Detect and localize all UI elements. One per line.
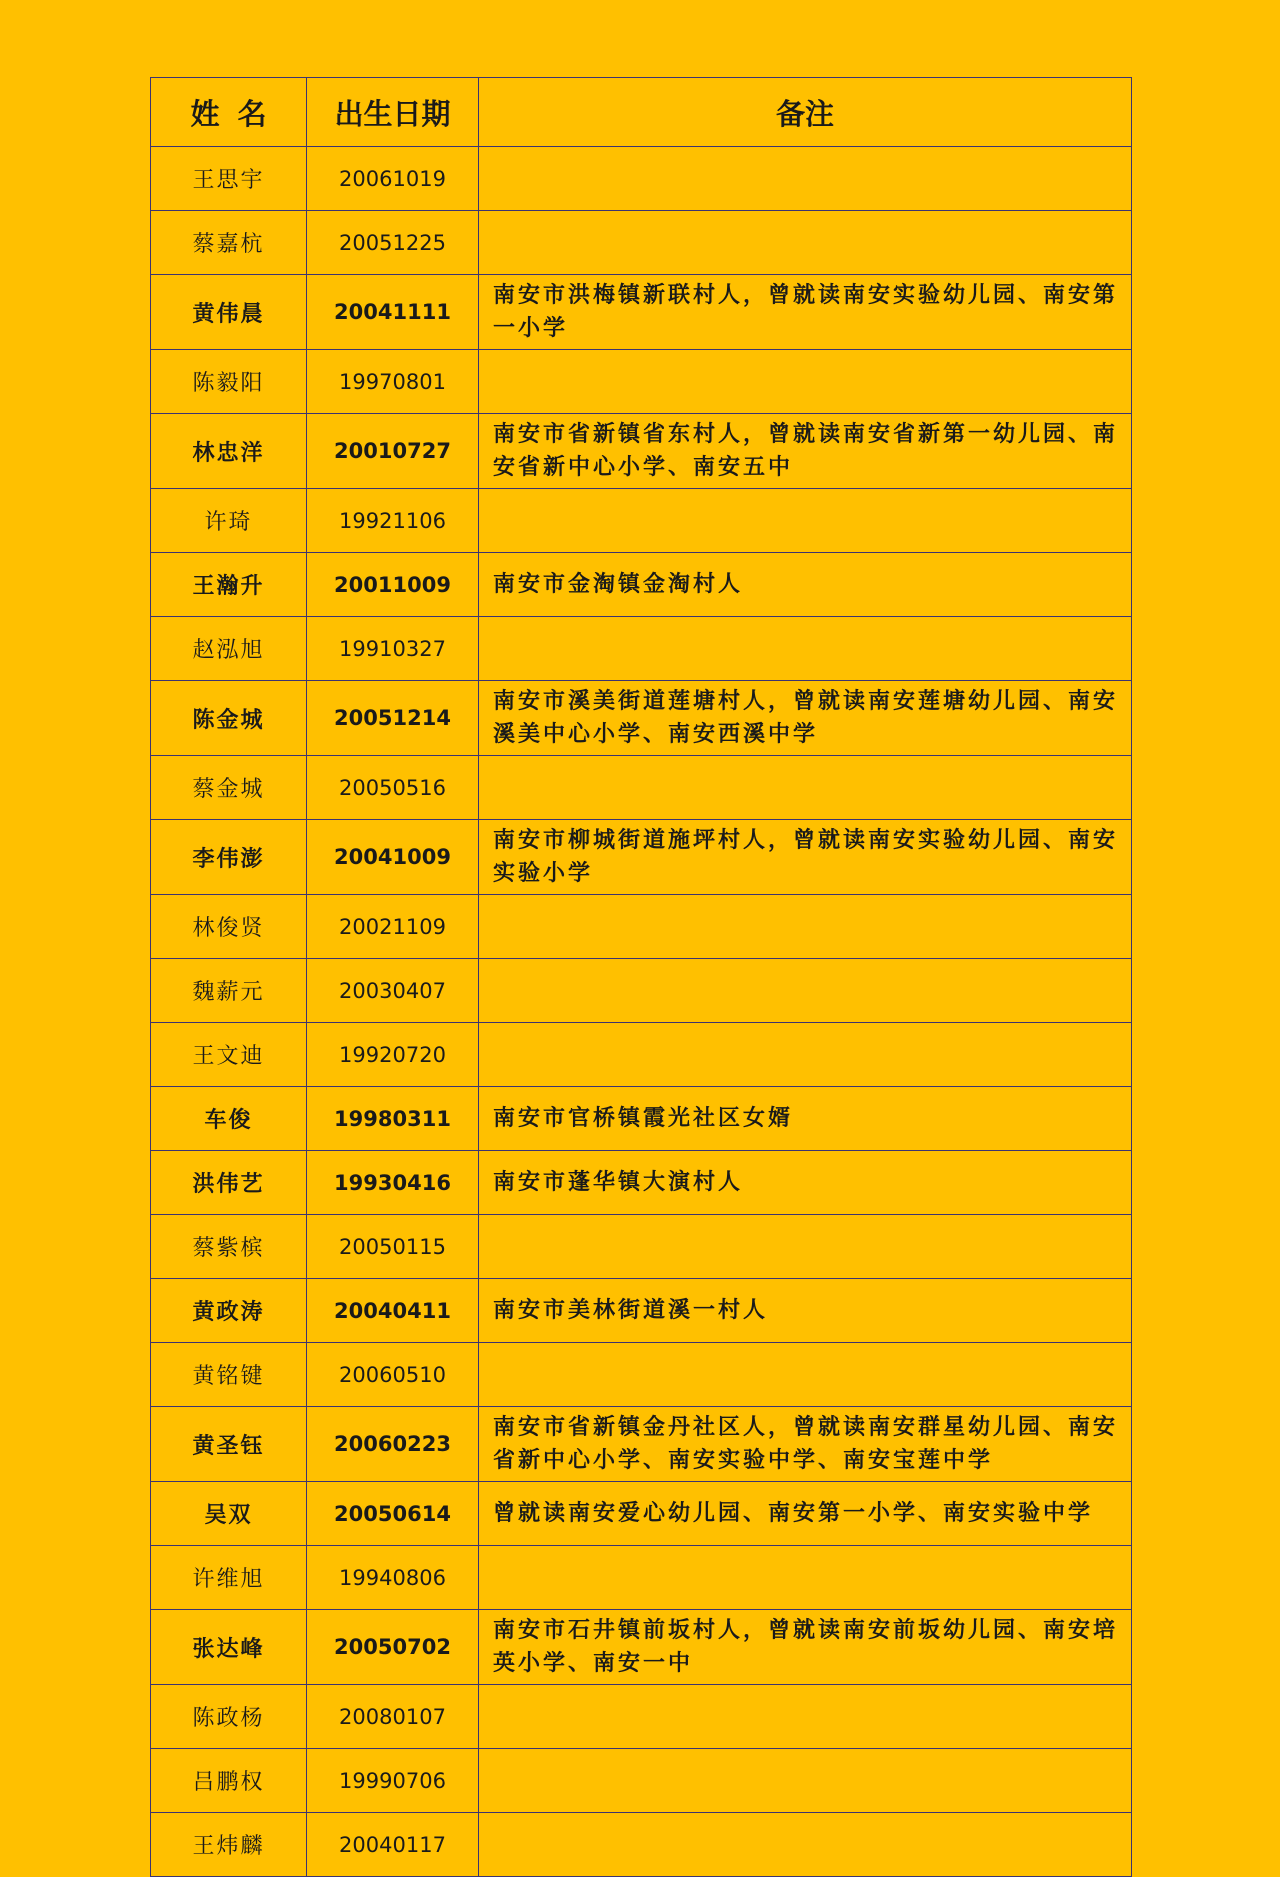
- table-row: [151, 275, 1132, 350]
- cell-remarks: [479, 1215, 1132, 1279]
- table-row: [151, 350, 1132, 414]
- cell-remarks: 南安市金淘镇金淘村人: [479, 553, 1132, 617]
- cell-remarks: [479, 211, 1132, 275]
- cell-birth-date: 19920720: [307, 1023, 479, 1087]
- table-row: [151, 1813, 1132, 1877]
- cell-birth-date: 19910327: [307, 617, 479, 681]
- cell-birth-date: 20060223: [307, 1407, 479, 1482]
- table-row: [151, 959, 1132, 1023]
- cell-name: 黄伟晨: [151, 275, 307, 350]
- table-row: [151, 617, 1132, 681]
- cell-name: 许琦: [151, 489, 307, 553]
- cell-remarks: 南安市省新镇省东村人，曾就读南安省新第一幼儿园、南安省新中心小学、南安五中: [479, 414, 1132, 489]
- cell-name: 王文迪: [151, 1023, 307, 1087]
- table-row: [151, 1546, 1132, 1610]
- cell-remarks: [479, 756, 1132, 820]
- table-row: [151, 147, 1132, 211]
- table-row: [151, 895, 1132, 959]
- cell-name: 洪伟艺: [151, 1151, 307, 1215]
- table-row: [151, 1685, 1132, 1749]
- table-row: [151, 1407, 1132, 1482]
- cell-remarks: [479, 895, 1132, 959]
- cell-name: 陈毅阳: [151, 350, 307, 414]
- table-row: [151, 553, 1132, 617]
- cell-birth-date: 20010727: [307, 414, 479, 489]
- cell-birth-date: 19970801: [307, 350, 479, 414]
- cell-remarks: 南安市官桥镇霞光社区女婿: [479, 1087, 1132, 1151]
- table-row: [151, 414, 1132, 489]
- cell-remarks: [479, 959, 1132, 1023]
- header-birth-date: 出生日期: [307, 78, 479, 147]
- table-row: [151, 1343, 1132, 1407]
- cell-name: 赵泓旭: [151, 617, 307, 681]
- cell-remarks: [479, 1813, 1132, 1877]
- cell-remarks: [479, 147, 1132, 211]
- cell-remarks: 南安市蓬华镇大演村人: [479, 1151, 1132, 1215]
- cell-name: 黄铭键: [151, 1343, 307, 1407]
- cell-name: 吴双: [151, 1482, 307, 1546]
- cell-remarks: [479, 350, 1132, 414]
- cell-remarks: [479, 1685, 1132, 1749]
- cell-birth-date: 19921106: [307, 489, 479, 553]
- table-row: [151, 1279, 1132, 1343]
- table-row: [151, 1023, 1132, 1087]
- table-row: [151, 1482, 1132, 1546]
- cell-birth-date: 20040117: [307, 1813, 479, 1877]
- cell-birth-date: 19940806: [307, 1546, 479, 1610]
- cell-birth-date: 19990706: [307, 1749, 479, 1813]
- cell-name: 蔡嘉杭: [151, 211, 307, 275]
- cell-remarks: 南安市柳城街道施坪村人，曾就读南安实验幼儿园、南安实验小学: [479, 820, 1132, 895]
- cell-birth-date: 20050614: [307, 1482, 479, 1546]
- header-name: 姓名: [151, 78, 307, 147]
- cell-birth-date: 20051225: [307, 211, 479, 275]
- cell-remarks: 南安市溪美街道莲塘村人，曾就读南安莲塘幼儿园、南安溪美中心小学、南安西溪中学: [479, 681, 1132, 756]
- header-row: [151, 78, 1132, 147]
- table-row: [151, 1215, 1132, 1279]
- cell-name: 张达峰: [151, 1610, 307, 1685]
- cell-name: 王瀚升: [151, 553, 307, 617]
- cell-remarks: [479, 1023, 1132, 1087]
- cell-name: 许维旭: [151, 1546, 307, 1610]
- cell-birth-date: 20051214: [307, 681, 479, 756]
- cell-remarks: 南安市石井镇前坂村人，曾就读南安前坂幼儿园、南安培英小学、南安一中: [479, 1610, 1132, 1685]
- cell-name: 魏薪元: [151, 959, 307, 1023]
- cell-remarks: [479, 1546, 1132, 1610]
- cell-name: 黄政涛: [151, 1279, 307, 1343]
- cell-remarks: 曾就读南安爱心幼儿园、南安第一小学、南安实验中学: [479, 1482, 1132, 1546]
- table-header: [151, 78, 1132, 147]
- cell-birth-date: 20041009: [307, 820, 479, 895]
- cell-birth-date: 20011009: [307, 553, 479, 617]
- cell-birth-date: 20060510: [307, 1343, 479, 1407]
- cell-name: 李伟澎: [151, 820, 307, 895]
- table-row: [151, 1087, 1132, 1151]
- cell-name: 王思宇: [151, 147, 307, 211]
- table-row: [151, 820, 1132, 895]
- cell-birth-date: 20041111: [307, 275, 479, 350]
- cell-birth-date: 20050115: [307, 1215, 479, 1279]
- cell-birth-date: 20061019: [307, 147, 479, 211]
- cell-name: 林忠洋: [151, 414, 307, 489]
- cell-remarks: 南安市省新镇金丹社区人，曾就读南安群星幼儿园、南安省新中心小学、南安实验中学、南安宝莲中学: [479, 1407, 1132, 1482]
- cell-name: 林俊贤: [151, 895, 307, 959]
- cell-birth-date: 19980311: [307, 1087, 479, 1151]
- table-row: [151, 756, 1132, 820]
- cell-name: 陈金城: [151, 681, 307, 756]
- table-row: [151, 211, 1132, 275]
- cell-birth-date: 20050702: [307, 1610, 479, 1685]
- table-row: [151, 489, 1132, 553]
- header-remarks: 备注: [479, 78, 1132, 147]
- table-row: [151, 1749, 1132, 1813]
- cell-name: 陈政杨: [151, 1685, 307, 1749]
- cell-birth-date: 20040411: [307, 1279, 479, 1343]
- cell-remarks: [479, 1343, 1132, 1407]
- cell-remarks: [479, 1749, 1132, 1813]
- cell-remarks: [479, 617, 1132, 681]
- roster-table: [150, 77, 1132, 1877]
- cell-remarks: [479, 489, 1132, 553]
- cell-name: 蔡紫槟: [151, 1215, 307, 1279]
- table-body: [151, 147, 1132, 1877]
- cell-remarks: 南安市洪梅镇新联村人，曾就读南安实验幼儿园、南安第一小学: [479, 275, 1132, 350]
- cell-name: 王炜麟: [151, 1813, 307, 1877]
- table-row: [151, 1610, 1132, 1685]
- cell-birth-date: 20021109: [307, 895, 479, 959]
- table-row: [151, 681, 1132, 756]
- cell-remarks: 南安市美林街道溪一村人: [479, 1279, 1132, 1343]
- cell-birth-date: 19930416: [307, 1151, 479, 1215]
- cell-name: 蔡金城: [151, 756, 307, 820]
- cell-name: 车俊: [151, 1087, 307, 1151]
- cell-name: 吕鹏权: [151, 1749, 307, 1813]
- cell-birth-date: 20050516: [307, 756, 479, 820]
- cell-name: 黄圣钰: [151, 1407, 307, 1482]
- cell-birth-date: 20030407: [307, 959, 479, 1023]
- table-row: [151, 1151, 1132, 1215]
- cell-birth-date: 20080107: [307, 1685, 479, 1749]
